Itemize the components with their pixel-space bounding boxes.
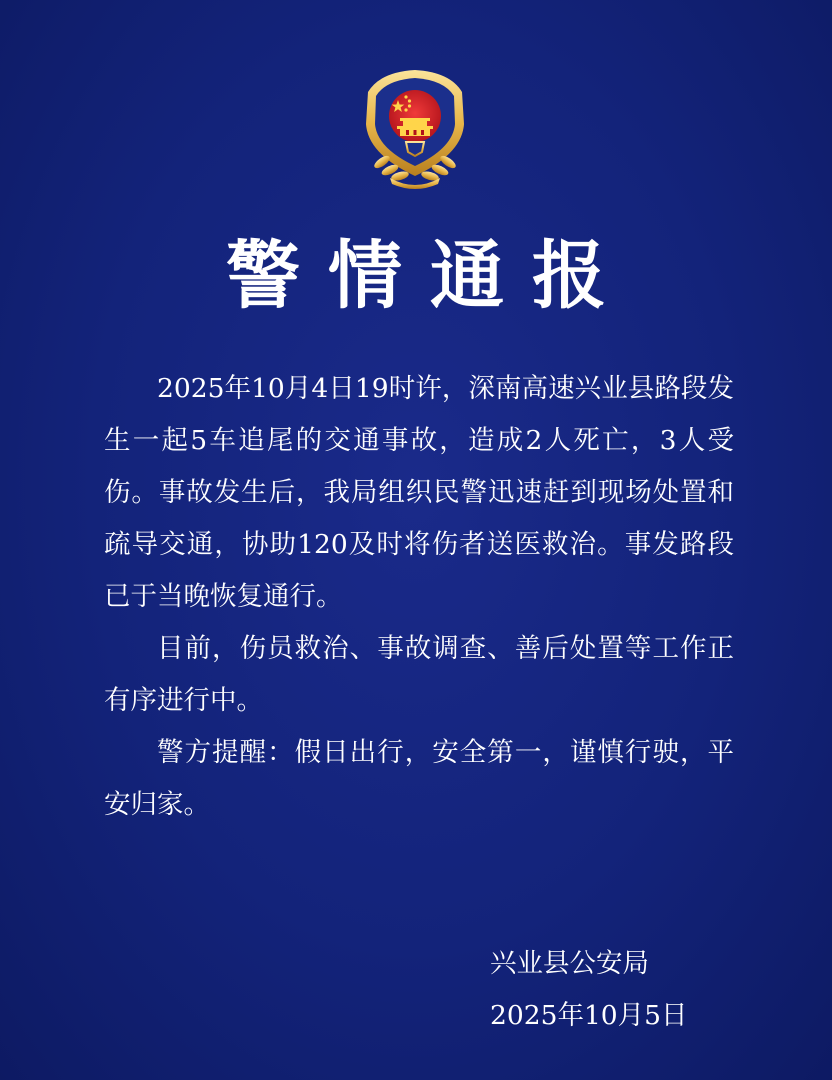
notice-title: 警情通报: [226, 233, 634, 319]
notice-body: [104, 363, 734, 831]
notice-paragraph: 2025年10月4日19时许，深南高速兴业县路段发生一起5车追尾的交通事故，造成2人死亡，3人受伤。事故发生后，我局组织民警迅速赶到现场处置和疏导交通，协助120及时将伤者送医救治。事发路段已于当晚恢复通行。: [104, 373, 734, 612]
issuer-name: 兴业县公安局: [490, 948, 649, 979]
notice-paragraph: 警方提醒：假日出行，安全第一，谨慎行驶，平安归家。: [104, 737, 734, 820]
issue-date: 2025年10月5日: [490, 1000, 688, 1031]
police-emblem-icon: [350, 66, 480, 192]
notice-paragraph: 目前，伤员救治、事故调查、善后处置等工作正有序进行中。: [104, 633, 734, 716]
